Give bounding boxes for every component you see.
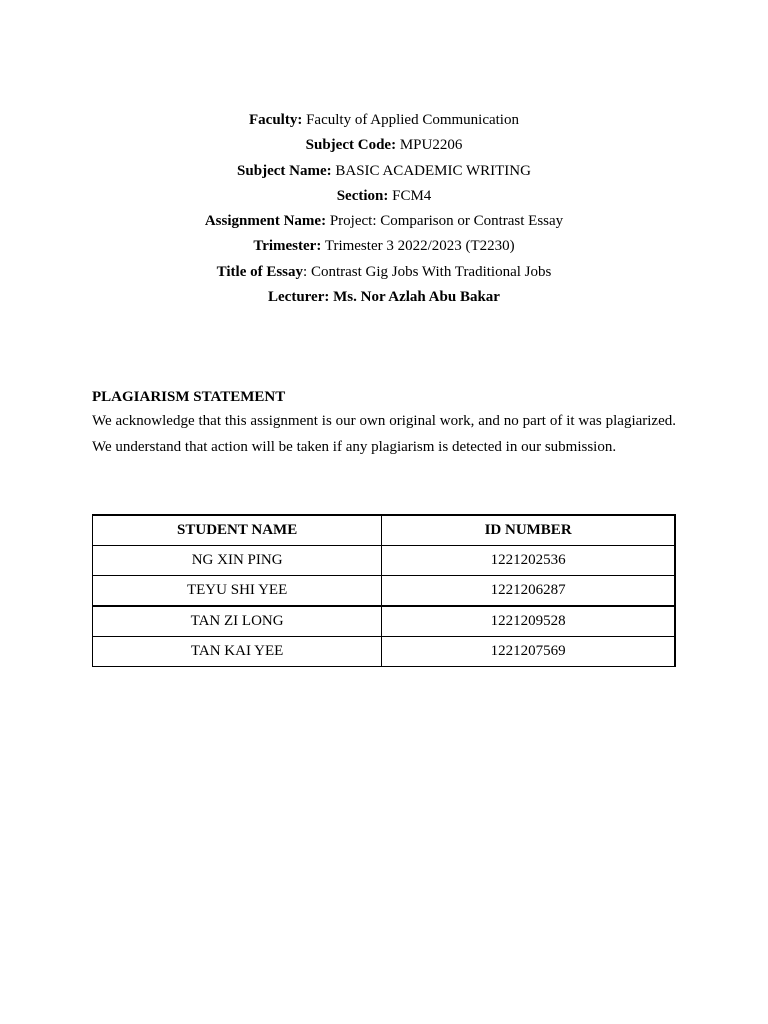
table-row (93, 546, 676, 576)
subject-code-value: MPU2206 (399, 137, 463, 154)
student-id-cell: 1221209528 (382, 606, 675, 637)
table-row (93, 576, 676, 607)
trimester-value: Trimester 3 2022/2023 (T2230) (324, 238, 515, 255)
assignment-value: Project: Comparison or Contrast Essay (329, 213, 564, 230)
subject-name-value: BASIC ACADEMIC WRITING (335, 162, 531, 179)
subject-name-line (0, 160, 768, 185)
student-id-cell: 1221206287 (382, 576, 675, 607)
table-header-row (93, 515, 676, 546)
student-name-cell: NG XIN PING (93, 546, 382, 576)
subject-code-label: Subject Code: (305, 137, 397, 154)
assignment-label: Assignment Name: (204, 213, 327, 230)
student-name-cell: TAN ZI LONG (93, 606, 382, 637)
plagiarism-title: PLAGIARISM STATEMENT (92, 389, 286, 405)
assignment-line (0, 210, 768, 235)
faculty-label: Faculty: (249, 112, 303, 128)
lecturer-value: Ms. Nor Azlah Abu Bakar (333, 289, 500, 306)
student-name-header: STUDENT NAME (93, 515, 382, 546)
students-table (92, 514, 676, 667)
trimester-line (0, 235, 768, 260)
essay-title-value: : Contrast Gig Jobs With Traditional Jobs (303, 263, 552, 280)
lecturer-line (0, 286, 768, 311)
table-row (93, 606, 676, 637)
faculty-value: Faculty of Applied Communication (306, 112, 519, 128)
table-row (93, 637, 676, 667)
lecturer-label: Lecturer: (268, 289, 330, 306)
student-name-cell: TEYU SHI YEE (93, 576, 382, 607)
id-number-header: ID NUMBER (382, 515, 675, 546)
faculty-line (0, 109, 768, 134)
student-name-cell: TAN KAI YEE (93, 637, 382, 667)
subject-name-label: Subject Name: (237, 162, 332, 179)
section-label: Section: (336, 187, 389, 204)
section-value: FCM4 (392, 187, 432, 204)
trimester-label: Trimester: (253, 238, 322, 255)
section-line (0, 185, 768, 210)
subject-code-line (0, 134, 768, 159)
cover-header (0, 109, 768, 311)
plagiarism-statement: We acknowledge that this assignment is our own original work, and no part of it was plagiarized. We understand that action will be taken if any plagiarism is detected in our submission. (92, 413, 676, 455)
student-id-cell: 1221202536 (382, 546, 675, 576)
student-id-cell: 1221207569 (382, 637, 675, 667)
essay-title-label: Title of Essay (216, 263, 304, 280)
essay-title-line (0, 261, 768, 286)
